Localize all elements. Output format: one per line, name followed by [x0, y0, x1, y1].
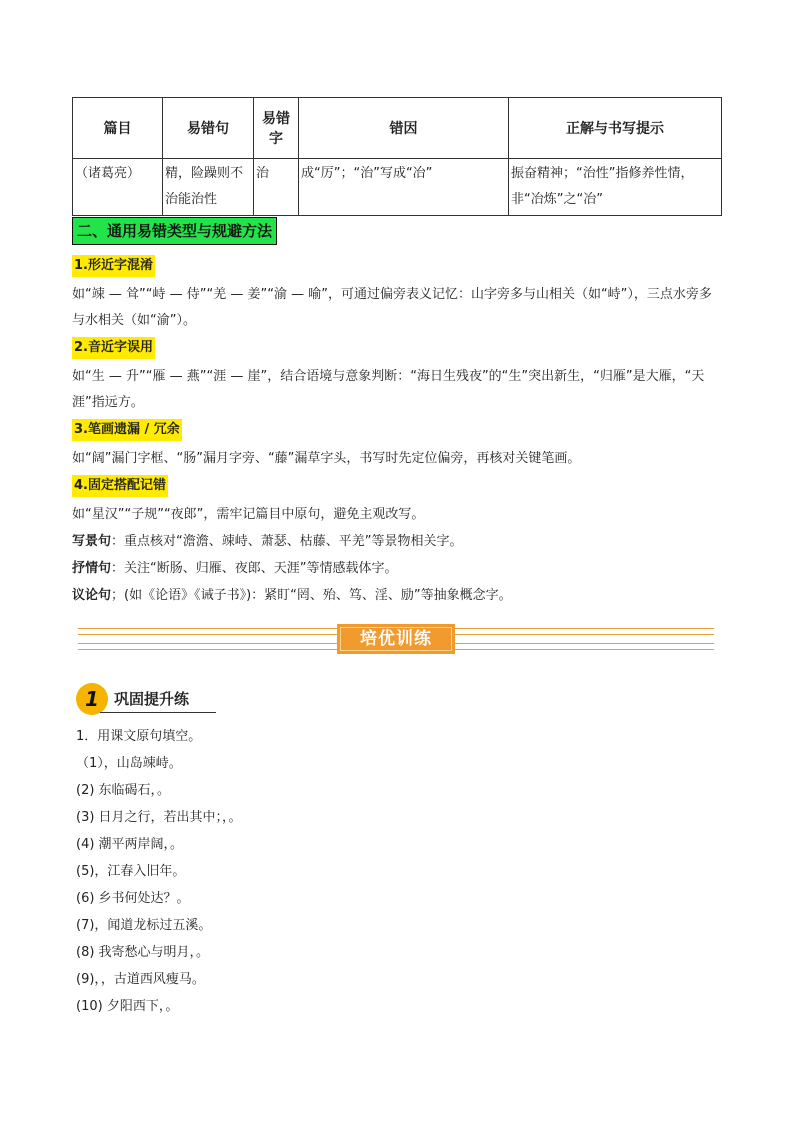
note-text: ：关注“断肠、归雁、夜郎、天涯”等情感载体字。 [111, 561, 398, 576]
paragraph: 如“竦 — 耸”“峙 — 侍”“羌 — 姜”“渝 — 喻”，可通过偏旁表义记忆：山字旁多与山相关（如“峙”），三点水旁多与水相关（如“渝”）。 [72, 287, 712, 328]
table-header: 易错字 [254, 98, 299, 159]
subheading: 3.笔画遗漏 / 冗余 [72, 419, 182, 441]
section-number-badge: 1 [76, 683, 108, 715]
note-line [72, 556, 724, 582]
note-line [72, 529, 724, 555]
paragraph: 如“阔”漏门字框、“肠”漏月字旁、“藤”漏草字头，书写时先定位偏旁，再核对关键笔画。 [72, 451, 581, 466]
table-header: 易错句 [163, 98, 254, 159]
question-line: (8) 我寄愁心与明月，。 [76, 945, 210, 960]
table-cell: 振奋精神；“治性”指修养性情，非“冶炼”之“冶” [509, 159, 722, 216]
banner-title: 培优训练 [360, 629, 432, 649]
section-heading: 巩固提升练 [114, 690, 190, 708]
table-cell: 精，险躁则不治能治性 [163, 159, 254, 216]
note-text: ；(如《论语》《诫子书》)：紧盯“罔、殆、笃、淫、励”等抽象概念字。 [111, 588, 512, 603]
note-lead: 写景句 [72, 534, 112, 549]
question-line: (5)，江春入旧年。 [76, 864, 186, 879]
banner-box [337, 624, 455, 654]
note-lead: 议论句 [72, 588, 112, 603]
subheading: 1.形近字混淆 [72, 255, 155, 277]
error-table [72, 97, 722, 216]
table-header: 错因 [299, 98, 509, 159]
question-line: 1．用课文原句填空。 [76, 729, 202, 744]
table-header: 正解与书写提示 [509, 98, 722, 159]
note-lead: 抒情句 [72, 561, 112, 576]
paragraph: 如“星汉”“子规”“夜郎”，需牢记篇目中原句，避免主观改写。 [72, 507, 425, 522]
table-cell: 成“厉”；“治”写成“冶” [299, 159, 509, 216]
note-line [72, 583, 724, 609]
section-title: 二、通用易错类型与规避方法 [72, 217, 277, 245]
question-line: （1），山岛竦峙。 [76, 756, 182, 771]
heading-underline [100, 712, 216, 713]
question-line: (4) 潮平两岸阔，。 [76, 837, 184, 852]
table-header-row [73, 98, 722, 159]
paragraph: 如“生 — 升”“雁 — 燕”“涯 — 崖”，结合语境与意象判断：“海日生残夜”的“生”突出新生，“归雁”是大雁，“天涯”指远方。 [72, 369, 705, 410]
table-header: 篇目 [73, 98, 163, 159]
question-line: (6) 乡书何处达？。 [76, 891, 190, 906]
question-line: (10) 夕阳西下，。 [76, 999, 179, 1014]
table-cell: 治 [254, 159, 299, 216]
question-line: (9)，，古道西风瘦马。 [76, 972, 205, 987]
table-cell: （诸葛亮） [73, 159, 163, 216]
subheading: 2.音近字误用 [72, 337, 155, 359]
table-row [73, 159, 722, 216]
question-line: (7)，闻道龙标过五溪。 [76, 918, 212, 933]
note-text: ：重点核对“澹澹、竦峙、萧瑟、枯藤、平羌”等景物相关字。 [111, 534, 463, 549]
question-line: (3) 日月之行，若出其中；，。 [76, 810, 242, 825]
subheading: 4.固定搭配记错 [72, 475, 168, 497]
question-line: (2) 东临碣石，。 [76, 783, 171, 798]
